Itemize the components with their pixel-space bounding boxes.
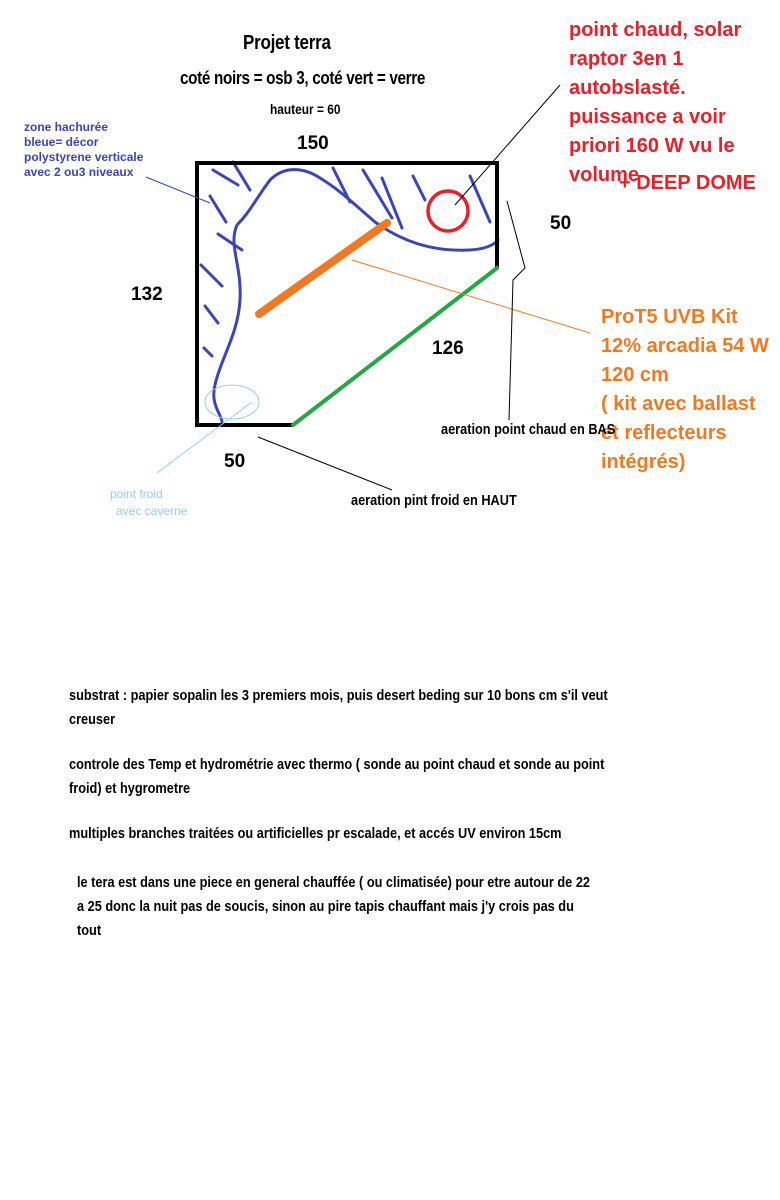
dimension-right: 50 xyxy=(550,213,572,234)
hot-vent-label: aeration point chaud en BAS xyxy=(441,421,616,438)
decor-zone-label: zone hachurée bleue= décor polystyrene verticale avec 2 ou3 niveaux xyxy=(24,120,144,179)
note-room: le tera est dans une piece en general chauffée ( ou climatisée) pour etre autour de 22 a 25 donc la nuit pas de soucis, sinon au pire tapis chauffant mais j'y crois pas du tout xyxy=(77,874,591,939)
dimension-diagonal: 126 xyxy=(432,338,464,359)
decor-zone-outline xyxy=(214,170,498,422)
hot-spot-line-1: point chaud, solar raptor 3en 1 autobslasté. xyxy=(569,19,742,99)
hot-spot-pointer xyxy=(455,85,560,205)
uvb-line-1: ProT5 UVB Kit 12% arcadia 54 W 120 cm xyxy=(601,306,769,386)
materials-legend: coté noirs = osb 3, coté vert = verre xyxy=(180,68,426,88)
cold-spot-label: point froid xyxy=(110,487,163,501)
uvb-pointer xyxy=(352,260,590,333)
glass-wall xyxy=(293,268,497,425)
dimension-bottom: 50 xyxy=(224,451,246,472)
page-title: Projet terra xyxy=(243,32,331,54)
uvb-tube xyxy=(259,223,387,314)
cold-vent-label: aeration pint froid en HAUT xyxy=(351,492,517,509)
note-branches: multiples branches traitées ou artificielles pr escalade, et accés UV environ 15cm xyxy=(69,825,562,842)
height-label: hauteur = 60 xyxy=(270,101,341,117)
cold-spot-label-2: avec caverne xyxy=(116,504,188,518)
note-temperature: controle des Temp et hydrométrie avec thermo ( sonde au point chaud et sonde au point froid) et hygrometre xyxy=(69,756,605,797)
deep-dome-label: + DEEP DOME xyxy=(619,172,756,194)
cold-vent-pointer xyxy=(258,437,392,490)
hot-spot-label xyxy=(569,16,759,190)
hot-spot-line-2: puissance a voir priori 160 W vu le volume xyxy=(569,106,735,186)
blue-zone-pointer xyxy=(146,177,210,203)
dimension-top: 150 xyxy=(297,133,329,154)
uvb-line-2: ( kit avec ballast et reflecteurs intégrés) xyxy=(601,393,756,473)
note-substrate: substrat : papier sopalin les 3 premiers mois, puis desert beding sur 10 bons cm s'il veut creuser xyxy=(69,687,608,728)
uvb-label xyxy=(601,303,776,477)
dimension-left: 132 xyxy=(131,284,163,305)
